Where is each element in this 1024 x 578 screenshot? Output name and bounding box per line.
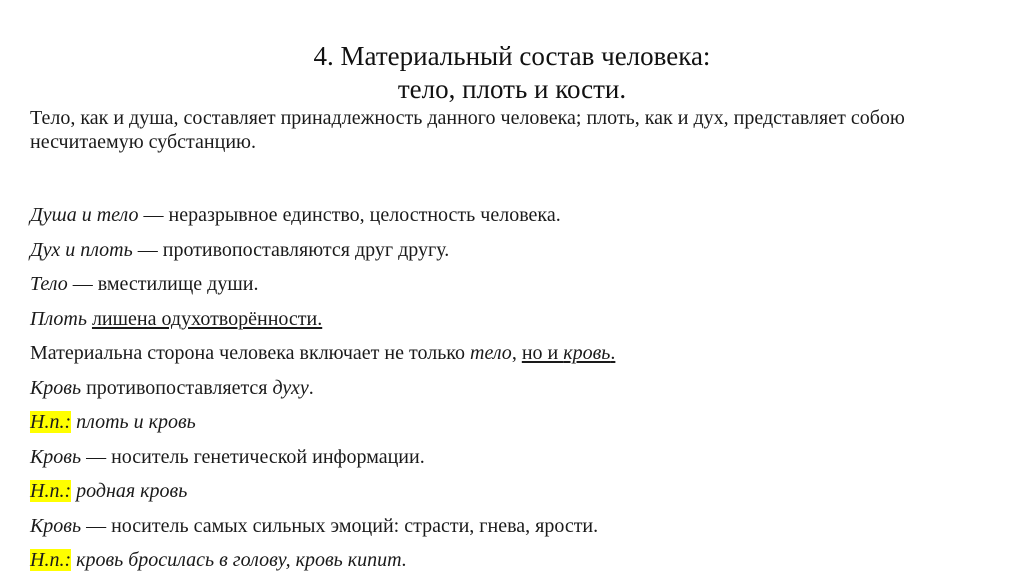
example-text: кровь бросилась в голову, кровь кипит. bbox=[71, 549, 407, 571]
example-marker: Н.п.: bbox=[30, 549, 72, 571]
definition: — носитель самых сильных эмоций: страсти, гнева, ярости. bbox=[81, 514, 599, 537]
term: духу bbox=[272, 376, 309, 399]
term: Кровь bbox=[30, 445, 82, 468]
example-marker: Н.п.: bbox=[30, 480, 72, 502]
definition: — неразрывное единство, целостность человека. bbox=[138, 204, 561, 226]
term: Дух и плоть bbox=[30, 238, 133, 261]
statement-flesh bbox=[30, 302, 990, 337]
text: противопоставляется bbox=[81, 376, 273, 399]
example-text: плоть и кровь bbox=[71, 411, 196, 433]
term: тело bbox=[470, 342, 512, 364]
example-blood-rushed bbox=[30, 543, 990, 578]
term: Душа и тело bbox=[30, 204, 139, 226]
example-text: родная кровь bbox=[71, 480, 188, 502]
underlined-definition: лишена одухотворённости. bbox=[91, 307, 323, 330]
text: . bbox=[610, 342, 616, 364]
statement-blood-genetic bbox=[30, 440, 990, 475]
example-marker: Н.п.: bbox=[30, 411, 72, 433]
statement-blood-emotions bbox=[30, 509, 990, 544]
intro-paragraph: Тело, как и душа, составляет принадлежность данного человека; плоть, как и дух, представляет собою несчитаемую субстанцию. bbox=[30, 107, 905, 153]
term: Кровь bbox=[30, 514, 82, 537]
statement-material-side bbox=[30, 336, 990, 371]
text: но и bbox=[521, 342, 564, 364]
title-line-1: 4. Материальный состав человека: bbox=[313, 41, 711, 71]
text: , bbox=[511, 342, 522, 364]
statement-soul-body bbox=[30, 198, 990, 233]
slide-title bbox=[0, 40, 1024, 106]
statement-blood-spirit bbox=[30, 371, 990, 406]
statement-body bbox=[30, 267, 990, 302]
example-flesh-blood bbox=[30, 405, 990, 440]
term: кровь bbox=[563, 342, 611, 364]
title-line-2: тело, плоть и кости. bbox=[397, 74, 627, 104]
definition: — вместилище души. bbox=[67, 273, 259, 295]
definition: — носитель генетической информации. bbox=[81, 445, 425, 468]
definition: — противопоставляются друг другу. bbox=[132, 238, 450, 261]
example-native-blood bbox=[30, 474, 990, 509]
statement-list bbox=[30, 198, 990, 578]
underlined-phrase bbox=[522, 342, 616, 364]
statement-spirit-flesh bbox=[30, 233, 990, 268]
text: Материальна сторона человека включает не только bbox=[30, 342, 471, 364]
text: . bbox=[308, 376, 314, 399]
term: Тело bbox=[30, 273, 68, 295]
term: Плоть bbox=[30, 307, 87, 330]
term: Кровь bbox=[30, 376, 82, 399]
